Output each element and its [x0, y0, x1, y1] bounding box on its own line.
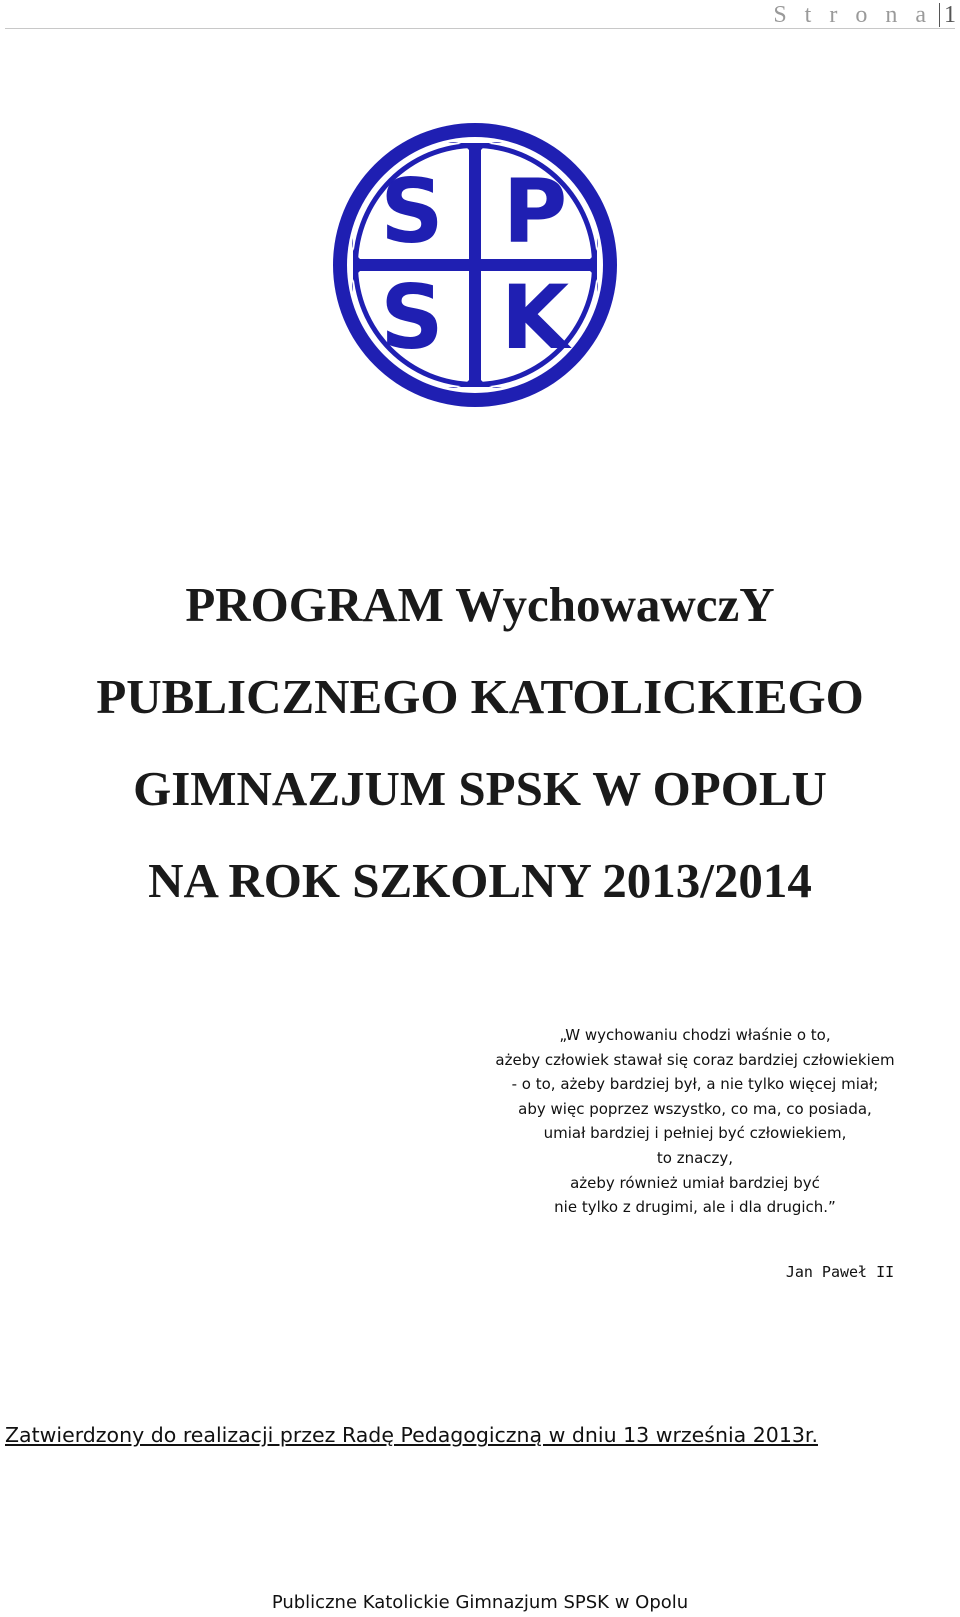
logo-letter-p: P: [502, 160, 568, 263]
title-line-1: PROGRAM WychowawczY: [185, 577, 775, 632]
header-rule: [5, 28, 955, 29]
quote-line: aby więc poprzez wszystko, co ma, co posiada,: [518, 1099, 872, 1118]
approval-note: Zatwierdzony do realizacji przez Radę Pedagogiczną w dniu 13 września 2013r.: [5, 1423, 818, 1447]
quote-author: Jan Paweł II: [785, 1263, 895, 1281]
title-line-3: GIMNAZJUM SPSK W OPOLU: [133, 761, 827, 816]
title-line-4: NA ROK SZKOLNY 2013/2014: [148, 853, 812, 908]
logo-letter-s2: S: [380, 266, 444, 369]
title-line-2: PUBLICZNEGO KATOLICKIEGO: [96, 669, 864, 724]
spsk-cross-logo-icon: [330, 120, 620, 410]
quote-line: ażeby człowiek stawał się coraz bardziej człowiekiem: [495, 1050, 895, 1069]
logo-letter-s1: S: [380, 160, 444, 263]
page-number-separator: [939, 3, 940, 27]
logo-letter-k: K: [500, 266, 570, 369]
quote-line: umiał bardziej i pełniej być człowiekiem,: [543, 1124, 847, 1143]
quote-line: to znaczy,: [656, 1148, 734, 1167]
page-label: S t r o n a: [773, 2, 932, 28]
page-header: [0, 0, 960, 30]
quote-line: „W wychowaniu chodzi właśnie o to,: [559, 1026, 831, 1044]
page-number: 1: [944, 2, 956, 28]
quote-line: ażeby również umiał bardziej być: [570, 1173, 820, 1192]
page-footer: Publiczne Katolickie Gimnazjum SPSK w Opolu: [271, 1592, 689, 1613]
quote-line: - o to, ażeby bardziej był, a nie tylko więcej miał;: [511, 1075, 879, 1094]
quote-block: [480, 1023, 910, 1220]
quote-line: nie tylko z drugimi, ale i dla drugich.”: [554, 1198, 836, 1217]
